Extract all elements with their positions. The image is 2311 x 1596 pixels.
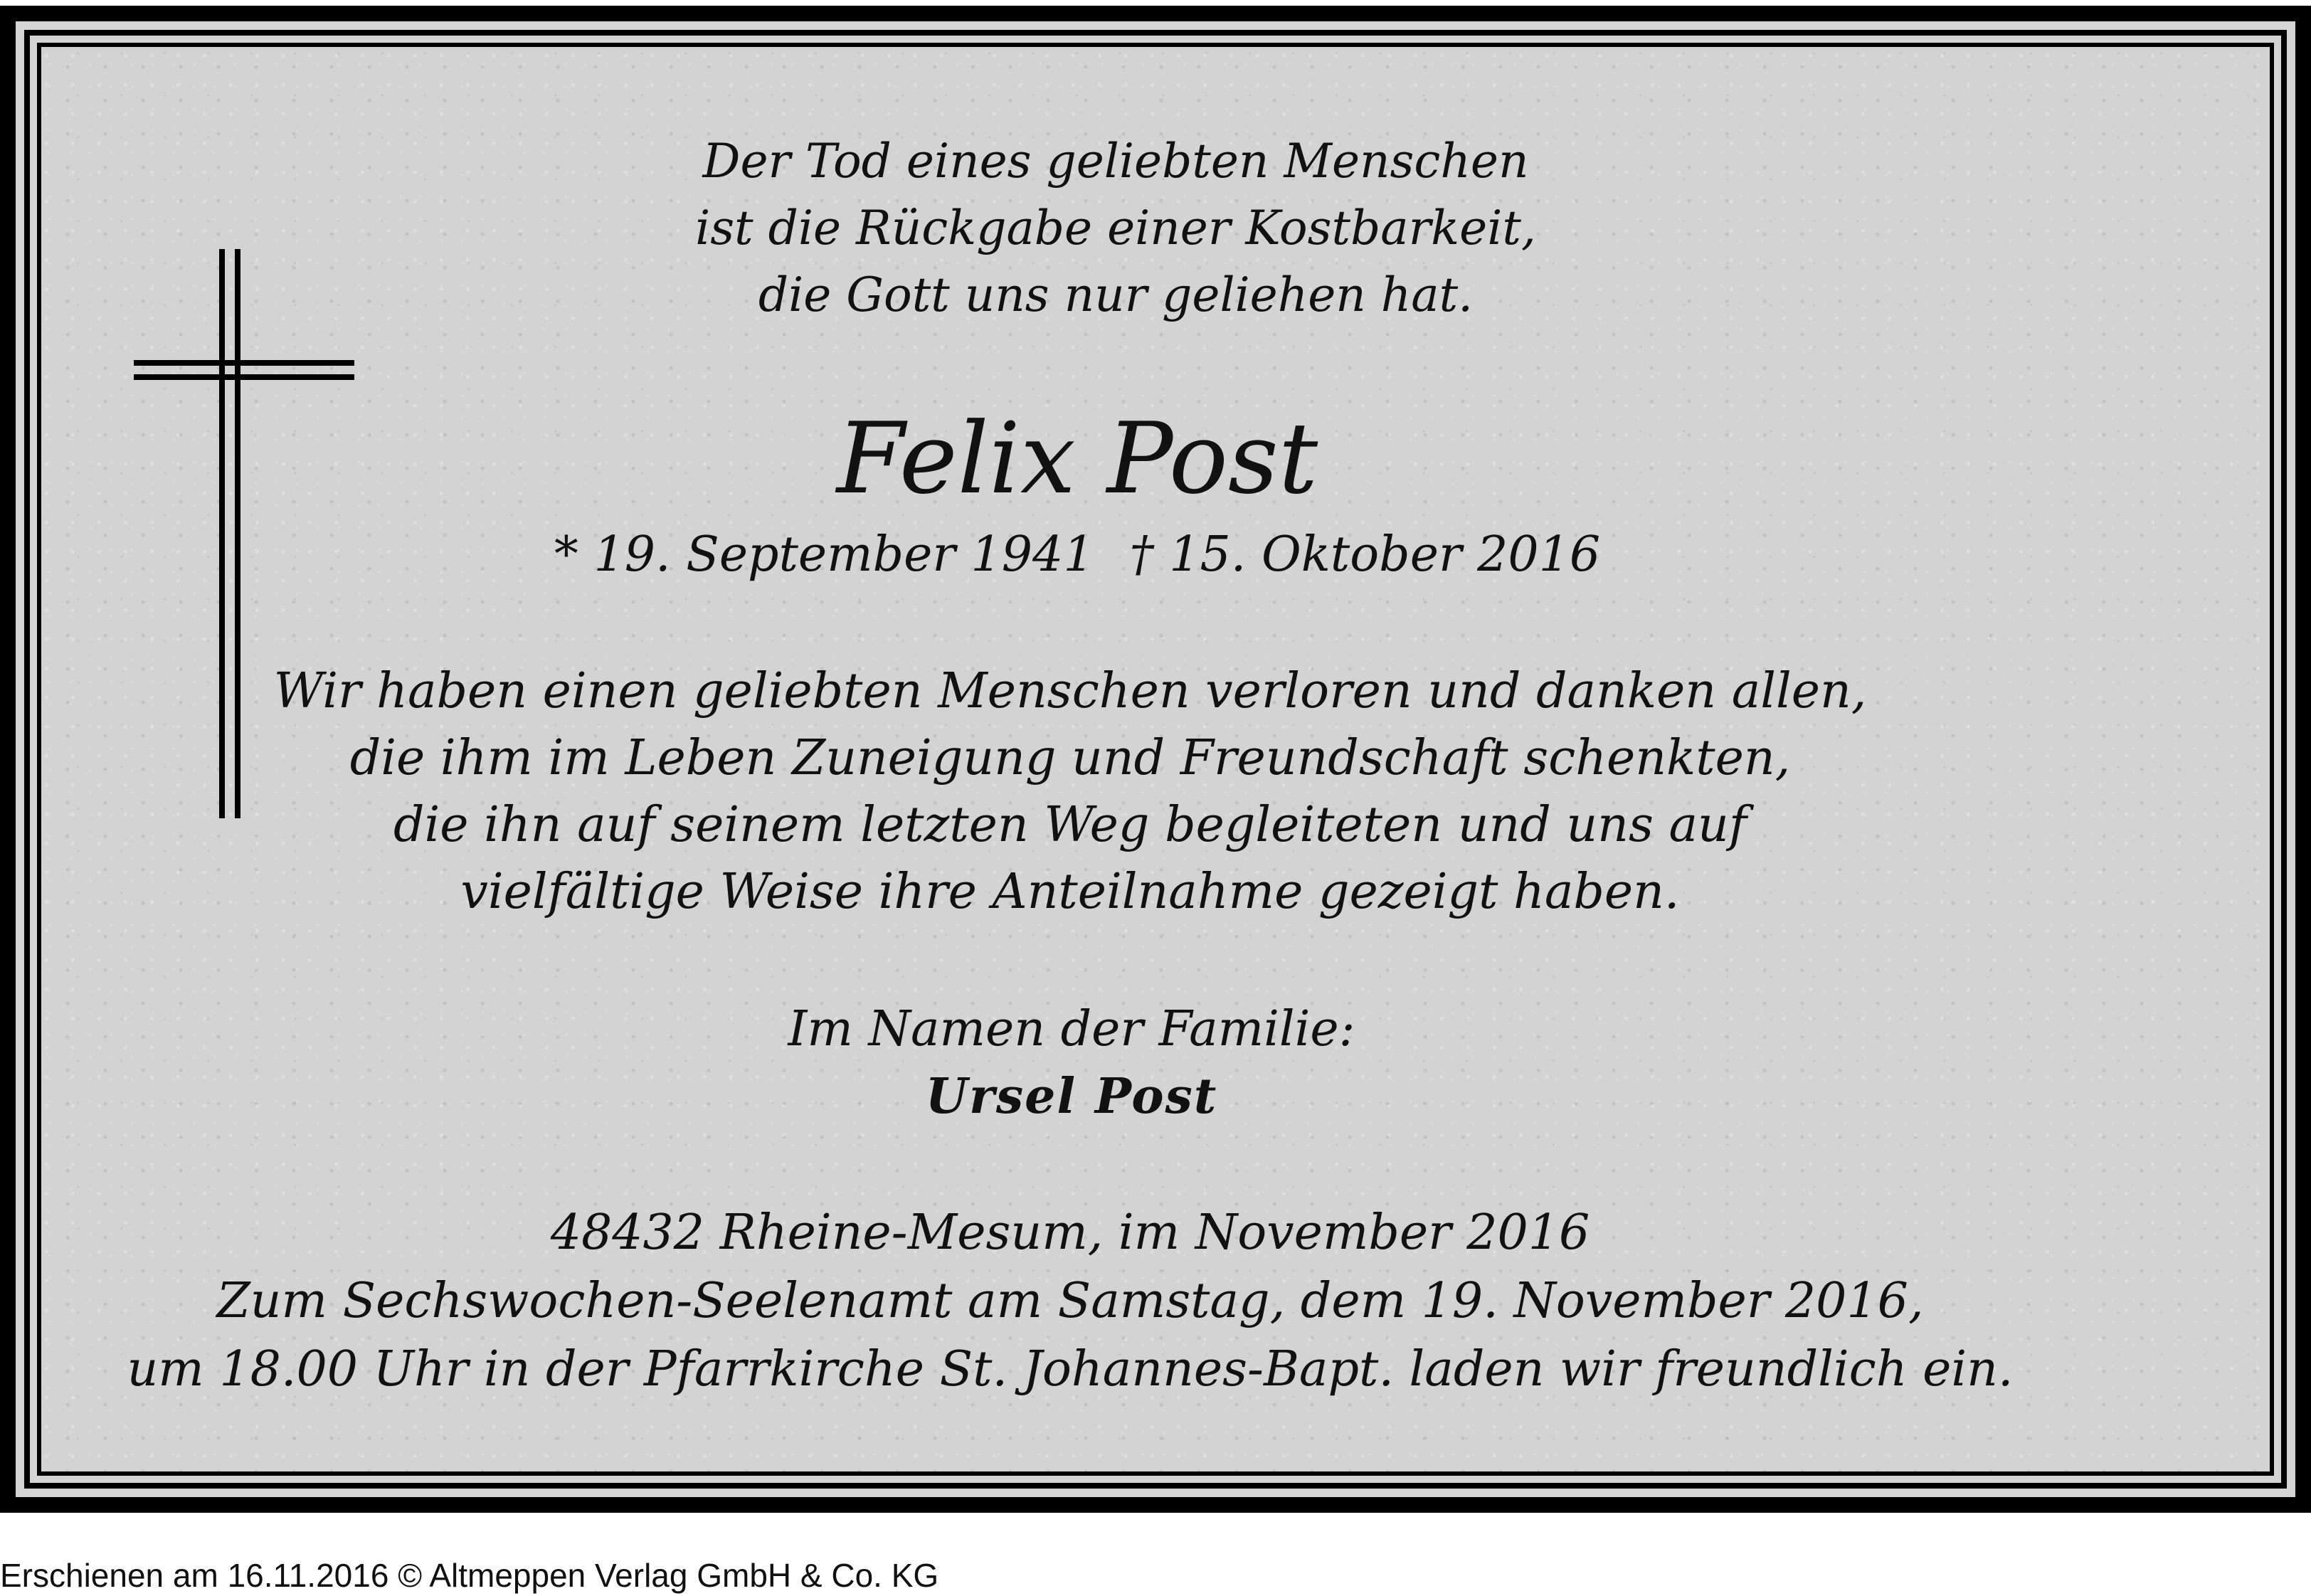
family-intro: Im Namen der Familie: [788, 1001, 1355, 1057]
closing-notice [0, 1199, 2226, 1404]
cross-horizontal-line-top [134, 360, 354, 366]
life-dates [0, 523, 2233, 587]
birth-date: * 19. September 1941 [554, 527, 1094, 583]
thanks-line: vielfältige Weise ihre Anteilnahme gezeigt haben. [460, 864, 1680, 920]
family-signature [0, 996, 2227, 1130]
thanks-line: die ihm im Leben Zuneigung und Freundschaft schenkten, [349, 730, 1791, 786]
service-notice: Zum Sechswochen-Seelenamt am Samstag, dem 19. November 2016, [216, 1273, 1924, 1329]
verse-line: Der Tod eines geliebten Menschen [702, 134, 1529, 189]
service-notice: um 18.00 Uhr in der Pfarrkirche St. Johannes-Bapt. laden wir freundlich ein. [127, 1341, 2014, 1397]
publication-footer: Erschienen am 16.11.2016 © Altmeppen Verlag GmbH & Co. KG [0, 1557, 939, 1594]
thanks-line: Wir haben einen geliebten Menschen verloren und danken allen, [273, 663, 1867, 719]
deceased-name [0, 398, 2233, 519]
thanks-line: die ihn auf seinem letzten Weg begleiteten und uns auf [393, 797, 1747, 853]
deceased-name-text: Felix Post [836, 401, 1318, 516]
place-date: 48432 Rheine-Mesum, im November 2016 [550, 1205, 1590, 1261]
cross-horizontal-line-bottom [134, 374, 354, 380]
death-date: † 15. Oktober 2016 [1129, 527, 1601, 583]
verse-line: ist die Rückgabe einer Kostbarkeit, [695, 201, 1536, 255]
verse-line: die Gott uns nur geliehen hat. [758, 268, 1474, 322]
thanks-message [0, 658, 2226, 926]
signer-name: Ursel Post [925, 1068, 1218, 1125]
memorial-verse [0, 128, 2271, 329]
